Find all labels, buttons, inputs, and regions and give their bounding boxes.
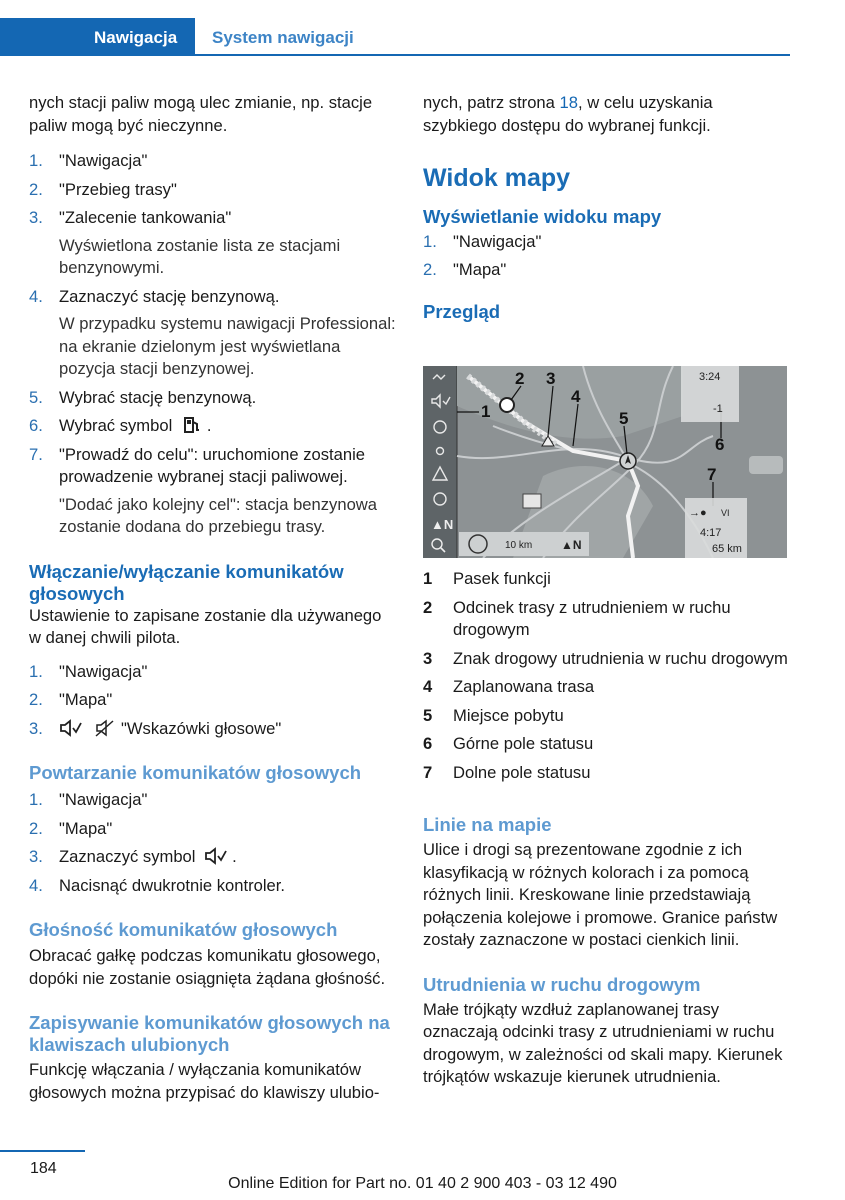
heading-voice-favorites: Zapisywanie komunikatów głosowych na klawiszach ulubionych xyxy=(29,1012,390,1055)
list-item: 2. "Przebieg trasy" xyxy=(29,179,177,199)
map-scale: 10 km xyxy=(505,540,533,551)
list-item: 2. "Mapa" xyxy=(29,690,113,709)
intro-paragraph: nych stacji paliw mogą ulec zmianie, np. stacje paliw mogą być nieczynne. xyxy=(29,93,373,135)
list-item: 7. "Prowadź do celu": uruchomione zostanie prowadzenie wybranej stacji paliwowej. "Dodać jako kolejny cel": stacja benzynowa zostanie dodana do przebiegu trasy. xyxy=(29,444,397,539)
heading-map-lines: Linie na mapie xyxy=(423,814,552,835)
right-column xyxy=(423,92,791,323)
map-legend xyxy=(423,568,791,784)
callout-6: 6 xyxy=(715,435,725,454)
list-item: 3. "Zalecenie tankowania" Wyświetlona zostanie lista ze stacjami benzynowymi. xyxy=(29,207,397,280)
route-waypoint xyxy=(500,398,514,412)
map-side-button[interactable] xyxy=(749,456,783,474)
bottom-status-distance: 65 km xyxy=(712,543,742,555)
legend-item: 7 Dolne pole statusu xyxy=(423,762,591,782)
callout-2: 2 xyxy=(515,369,525,388)
map-lines-text: Ulice i drogi są prezentowane zgodnie z ich klasyfikacją w różnych kolorach i za pomocą różnych linii. Kreskowane linie przedstawiają połączenia kolejowe i promowe. Granice państw zostały zaznaczone w postaci cienkich linii. xyxy=(423,840,778,949)
legend-item: 2 Odcinek trasy z utrudnieniem w ruchu drogowym xyxy=(423,597,731,639)
voice-toggle-steps xyxy=(29,661,397,741)
voice-volume-text: Obracać gałkę podczas komunikatu głosowego, dopóki nie zostanie osiągnięta żądana głośność. xyxy=(29,946,386,988)
callout-4: 4 xyxy=(571,387,581,406)
callout-3: 3 xyxy=(546,369,556,388)
direction-arrow-icon: →● xyxy=(689,507,707,519)
page-link[interactable]: 18 xyxy=(559,93,578,112)
left-column xyxy=(29,92,397,1104)
heading-voice-toggle: Włączanie/wyłączanie komunikatów głosowych xyxy=(29,560,344,604)
legend-item: 3 Znak drogowy utrudnienia w ruchu drogowym xyxy=(423,648,788,668)
fuel-steps-list xyxy=(29,150,397,539)
right-column-lower xyxy=(423,568,791,1089)
list-item-note: "Dodać jako kolejny cel": stacja benzynowa zostanie dodana do przebiegu trasy. xyxy=(59,494,378,536)
voice-repeat-steps xyxy=(29,789,397,897)
list-item: 4. Zaznaczyć stację benzynową. W przypadku systemu nawigacji Professional: na ekranie dzielonym jest wyświetlana pozycja stacji benzynowej. xyxy=(29,286,397,381)
section-tab xyxy=(0,18,195,56)
list-item: 1. "Nawigacja" xyxy=(423,231,542,251)
traffic-text: Małe trójkąty wzdłuż zaplanowanej trasy oznaczają odcinki trasy z utrudnieniami w ruchu drogowym, w zależności od skali mapy. Kierunek trójkątów wskazuje kierunek utrudnienia. xyxy=(423,999,783,1086)
navigation-map-screenshot xyxy=(423,366,787,558)
list-item: 3. Zaznaczyć symbol . xyxy=(29,847,237,866)
legend-item: 5 Miejsce pobytu xyxy=(423,705,564,725)
top-status-time: 3:24 xyxy=(699,371,721,383)
map-poi-icon xyxy=(523,494,541,508)
voice-toggle-text: Ustawienie to zapisane zostanie dla używanego w danej chwili pilota. xyxy=(29,605,382,647)
list-item: 1. "Nawigacja" xyxy=(29,661,148,681)
list-item-note: W przypadku systemu nawigacji Professional: na ekranie dzielonym jest wyświetlana pozycja stacji benzynowej. xyxy=(59,314,396,378)
heading-display-map: Wyświetlanie widoku mapy xyxy=(423,205,662,227)
heading-traffic: Utrudnienia w ruchu drogowym xyxy=(423,973,701,995)
header-rule xyxy=(0,54,790,56)
callout-7: 7 xyxy=(707,465,717,484)
bottom-status-time: 4:17 xyxy=(700,527,722,539)
legend-item: 4 Zaplanowana trasa xyxy=(423,677,595,696)
display-steps xyxy=(423,231,791,282)
top-status-value: -1 xyxy=(713,403,723,415)
footer-rule xyxy=(0,1150,85,1152)
speaker-off-icon xyxy=(95,719,115,737)
lane-indicator: VI xyxy=(721,508,730,518)
voice-favorites-text: Funkcję włączania / wyłączania komunikatów głosowych można przypisać do klawiszy ulubio- xyxy=(29,1060,380,1102)
list-item: 6. Wybrać symbol . xyxy=(29,416,212,435)
heading-overview: Przegląd xyxy=(423,300,501,322)
list-item: 5. Wybrać stację benzynową. xyxy=(29,387,257,407)
list-item: 1. "Nawigacja" xyxy=(29,151,148,170)
map-view-title: Widok mapy xyxy=(423,164,571,192)
list-item: 4. Nacisnąć dwukrotnie kontroler. xyxy=(29,875,285,895)
north-indicator-icon: ▲N xyxy=(561,538,582,552)
page-number: 184 xyxy=(30,1160,57,1177)
speaker-on-icon xyxy=(204,847,228,865)
list-item: 3. "Wskazówki głosowe" xyxy=(29,718,282,738)
legend-item: 1 Pasek funkcji xyxy=(423,569,551,588)
callout-5: 5 xyxy=(619,409,629,428)
right-intro: nych, patrz strona 18, w celu uzyskania szybkiego dostępu do wybranej funkcji. xyxy=(423,93,713,135)
heading-voice-volume: Głośność komunikatów głosowych xyxy=(29,919,338,940)
speaker-on-icon xyxy=(59,719,83,737)
section-title: Nawigacja xyxy=(94,28,178,47)
legend-item: 6 Górne pole statusu xyxy=(423,734,594,753)
list-item: 2. "Mapa" xyxy=(423,260,507,279)
subsection-title: System nawigacji xyxy=(212,28,354,47)
list-item: 2. "Mapa" xyxy=(29,818,113,838)
edition-note: Online Edition for Part no. 01 40 2 900 403 - 03 12 490 xyxy=(228,1175,617,1192)
list-item-note: Wyświetlona zostanie lista ze stacjami benzynowymi. xyxy=(59,235,341,277)
list-item: 1. "Nawigacja" xyxy=(29,790,148,809)
north-up-icon: ▲N xyxy=(431,517,454,532)
heading-voice-repeat: Powtarzanie komunikatów głosowych xyxy=(29,762,362,783)
callout-1: 1 xyxy=(481,402,491,421)
gas-station-icon xyxy=(181,416,203,434)
